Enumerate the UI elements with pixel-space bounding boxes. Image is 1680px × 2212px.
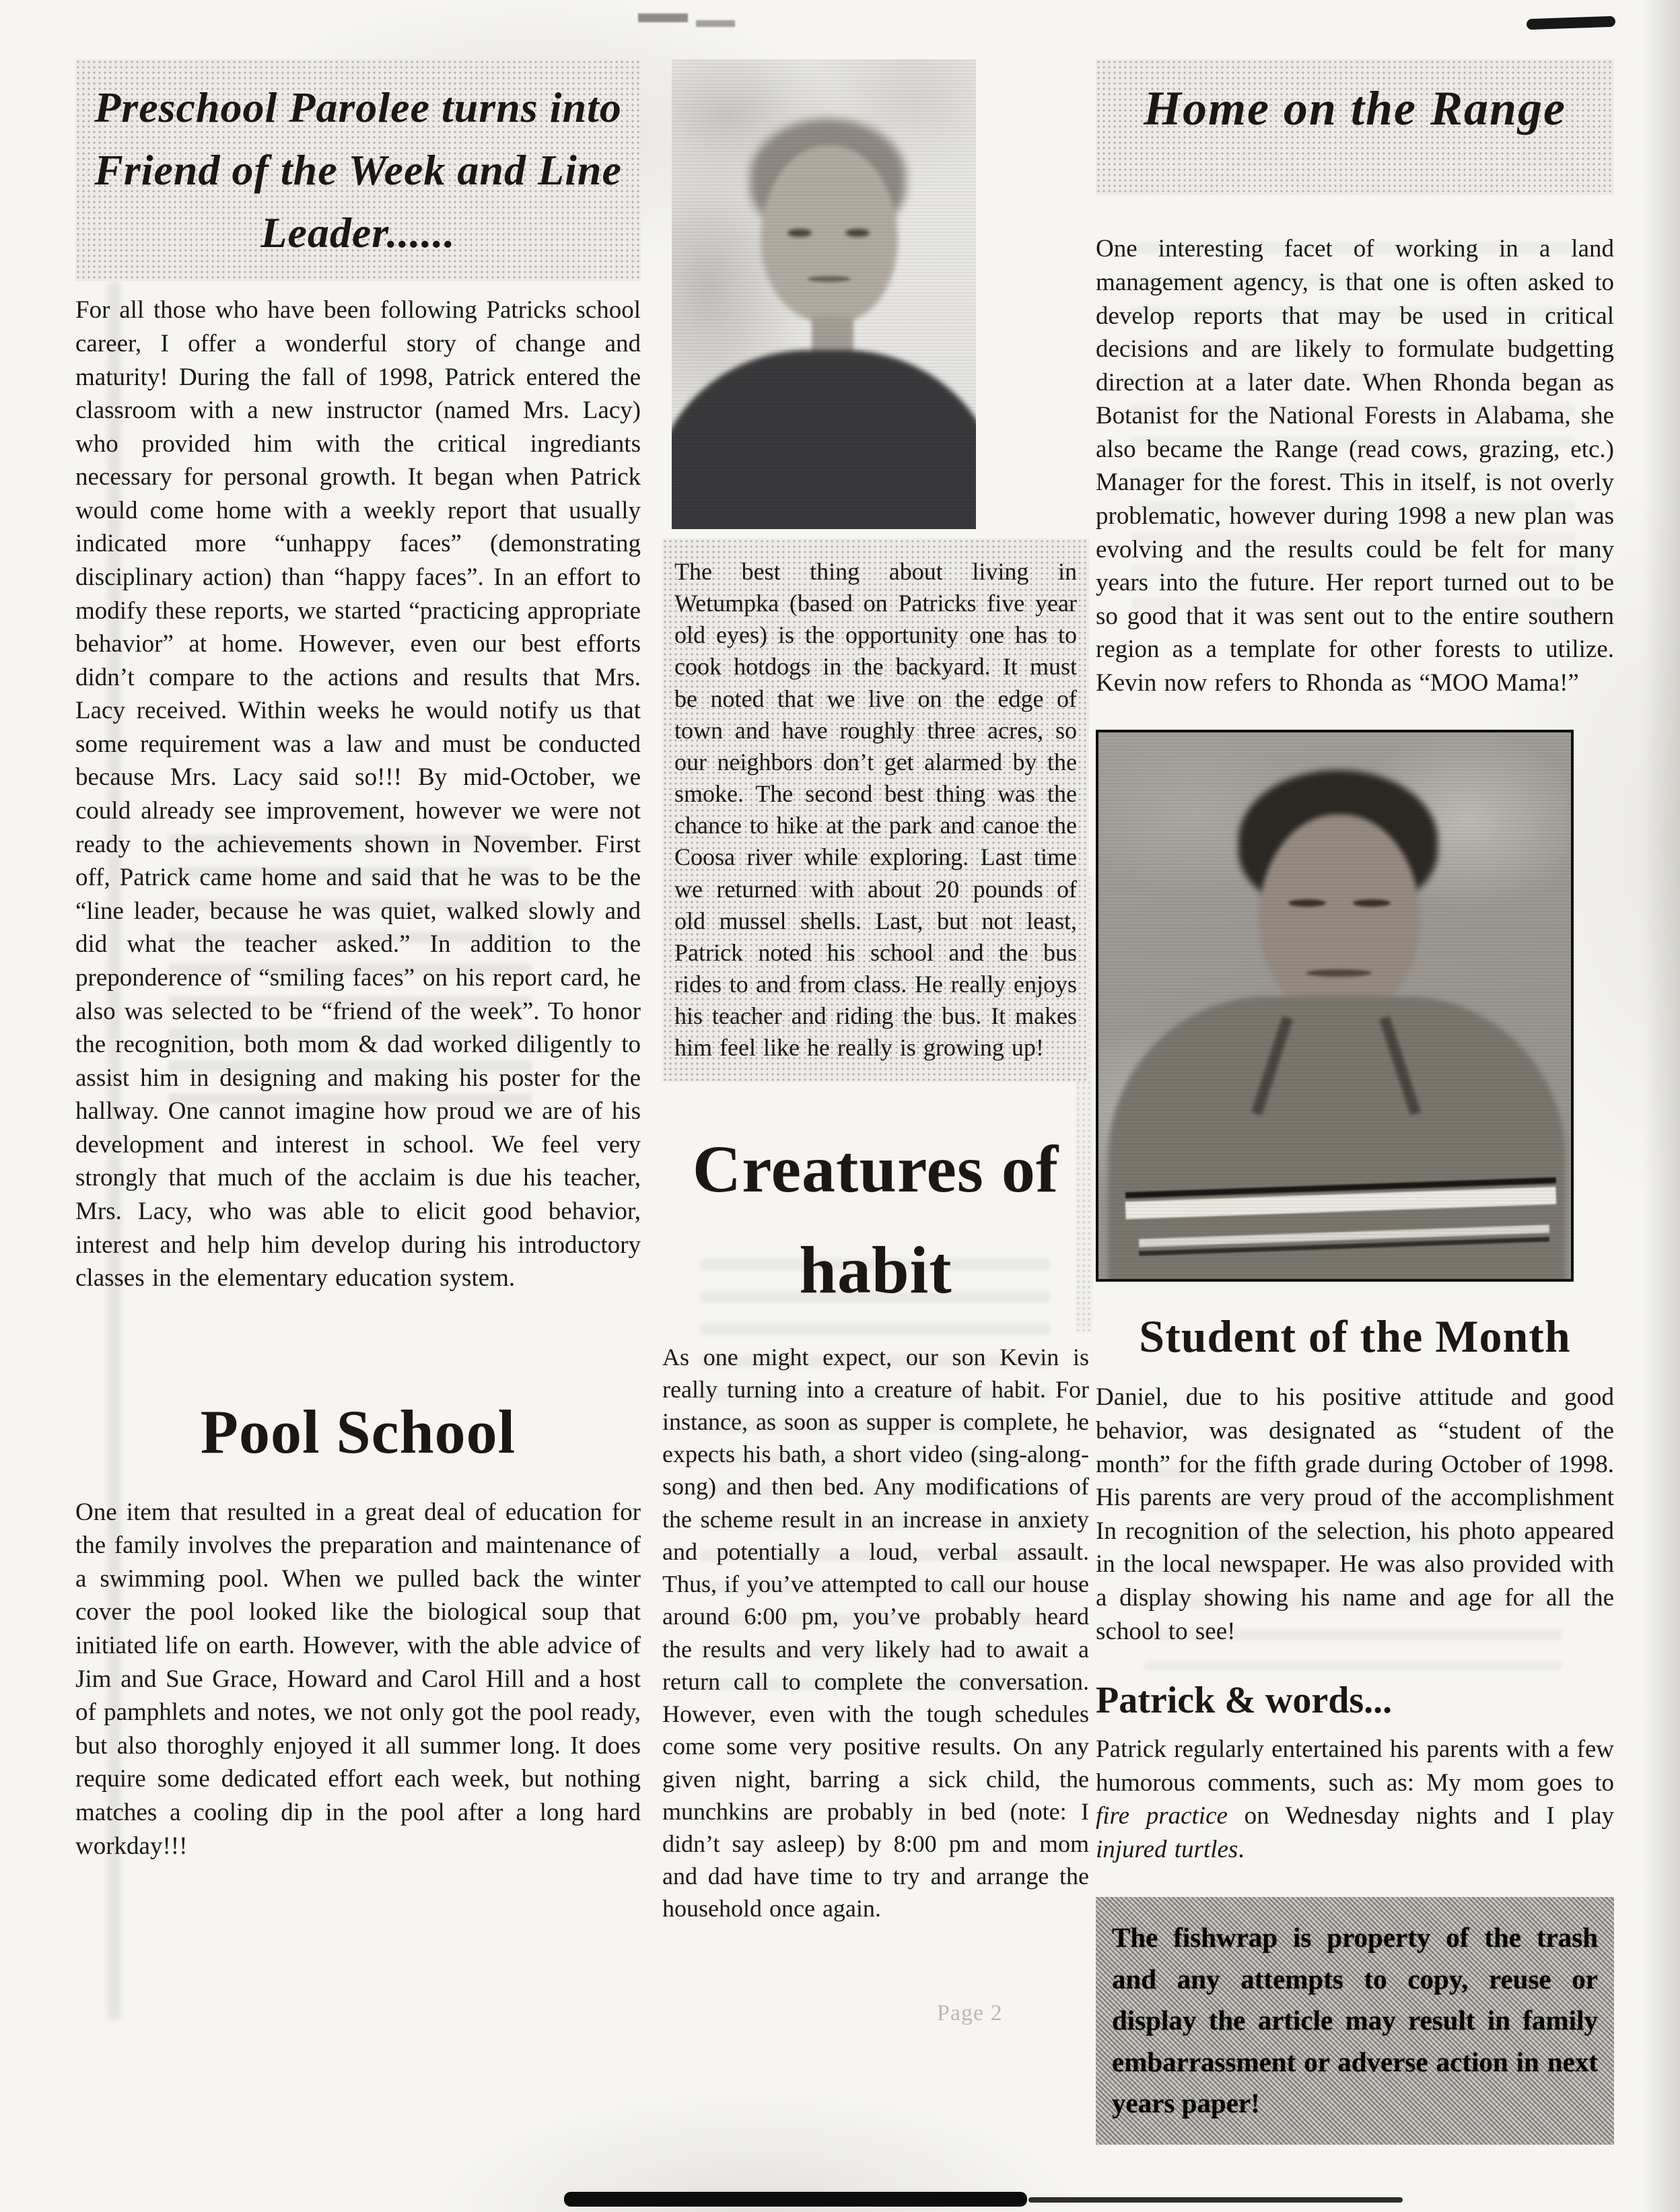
patrick-and-words-body <box>1096 1733 1614 1866</box>
patrick-words-italic: fire practice <box>1096 1802 1228 1830</box>
photo-art-layer <box>672 59 976 529</box>
scan-artifact <box>1028 2197 1403 2203</box>
scan-artifact <box>638 13 688 22</box>
creatures-of-habit-heading: Creatures of habit <box>692 1131 1059 1307</box>
pool-school-heading: Pool School <box>200 1397 516 1466</box>
fishwrap-disclaimer-box <box>1096 1897 1614 2145</box>
student-of-the-month-heading: Student of the Month <box>1139 1311 1571 1362</box>
home-on-the-range-body: One interesting facet of working in a land management agency, is that one is often asked to develop reports that may be used in critical decisions and are likely to formulate budgetting direction at a later date. When Rhonda began as Botanist for the National Forests in Alabama, she also became the Range (read cows, grazing, etc.) Manager for the forest. This in itself, is not overly problematic, however during 1998 a new plan was evolving and the results could be felt for many years into the future. Her report turned out to be so good that it was sent out to the entire southern region as a template for other forests to utilize. Kevin now refers to Rhonda as “MOO Mama!” <box>1096 235 1614 697</box>
fishwrap-disclaimer-text: The fishwrap is property of the trash and any attempts to copy, reuse or display the article may result in family embarrassment or adverse action in next years paper! <box>1112 1922 1598 2119</box>
pool-school-body: One item that resulted in a great deal of education for the family involves the preparation and maintenance of a swimming pool. When we pulled back the winter cover the pool looked like the biological soup that initiated life on earth. However, with the able advice of Jim and Sue Grace, Howard and Carol Hill and a host of pamphlets and notes, we not only got the pool ready, but also thoroghly enjoyed it all summer long. It does require some dedicated effort each week, but nothing matches a cooling dip in the pool after a long hard workday!!! <box>75 1498 641 1860</box>
patrick-and-words-heading: Patrick & words... <box>1096 1680 1393 1722</box>
wetumpka-article <box>662 539 1089 1082</box>
column-left <box>75 59 641 1863</box>
scan-artifact <box>696 20 735 27</box>
scan-artifact <box>1527 16 1615 30</box>
wetumpka-article-body: The best thing about living in Wetumpka (based on Patricks five year old eyes) is the opportunity one has to cook hotdogs in the backyard. It must be noted that we live on the edge of town and have roughly three acres, so our neighbors don’t get alarmed by the smoke. The second best thing was the chance to hike at the park and canoe the Coosa river while exploring. Last time we returned with about 20 pounds of old mussel shells. Last, but not least, Patrick noted his school and the bus rides to and from class. He really enjoys his teacher and riding the bus. It makes him feel like he really is growing up! <box>674 558 1077 1062</box>
student-of-the-month-body: Daniel, due to his positive attitude and good behavior, was designated as “student of the month” for the fifth grade during October of 1998. His parents are very proud of the accomplishment In recognition of the selection, his photo appeared in the local newspaper. He was also provided with a display showing his name and age for all the school to see! <box>1096 1383 1614 1645</box>
column-right <box>1096 59 1614 2145</box>
patrick-portrait-photo <box>672 59 976 529</box>
patrick-words-italic: injured turtles <box>1096 1835 1238 1863</box>
patrick-words-text: . <box>1238 1835 1245 1863</box>
patrick-words-text: on Wednesday nights and I play <box>1227 1802 1614 1830</box>
column-middle <box>662 59 1089 1925</box>
home-on-the-range-headline: Home on the Range <box>1096 59 1614 195</box>
creatures-of-habit-body: As one might expect, our son Kevin is really turning into a creature of habit. For instance, as soon as supper is complete, he expects his bath, a short video (sing-along-song) and then bed. Any modifications of the scheme result in an increase in anxiety and potentially a loud, verbal assault. Thus, if you’ve attempted to call our house around 6:00 pm, you’ve probably heard the results and very likely had to await a return call to complete the conversation. However, even with the tough schedules come some very positive results. On any given night, barring a sick child, the munchkins are probably in bed (note: I didn’t say asleep) by 8:00 pm and mom and dad have time to try and arrange the household once again. <box>662 1343 1089 1923</box>
page-number-label: Page 2 <box>937 2001 1003 2026</box>
preschool-article-body: For all those who have been following Patricks school career, I offer a wonderful story of change and maturity! During the fall of 1998, Patrick entered the classroom with a new instructor (named Mrs. Lacy) who provided him with the critical ingrediants necessary for personal growth. It began when Patrick would come home with a weekly report that usually indicated more “unhappy faces” (demonstrating disciplinary action) than “happy faces”. In an effort to modify these reports, we started “practicing appropriate behavior” at home. However, even our best efforts didn’t compare to the actions and results that Mrs. Lacy received. Within weeks he would notify us that some requirement was a law and must be conducted because Mrs. Lacy said so!!! By mid-October, we could already see improvement, however we were not ready to the achievements shown in November. First off, Patrick came home and said that he was to be the “line leader, because he was quiet, walked slowly and did what the teacher asked.” In addition to the preponderence of “smiling faces” on his report card, he also was selected to be “friend of the week”. To honor the recognition, both mom & dad worked diligently to assist him in designing and making his poster for the hallway. One cannot imagine how proud we are of his development and interest in school. We feel very strongly that much of the acclaim is due his teacher, Mrs. Lacy, who was able to elicit good behavior, interest and help him develop during his introductory classes in the elementary education system. <box>75 296 641 1292</box>
daniel-portrait-photo <box>1096 730 1574 1282</box>
photo-art-layer <box>1098 732 1571 1279</box>
patrick-words-text: Patrick regularly entertained his parents with a few humorous comments, such as: My mom goes to <box>1096 1735 1614 1797</box>
preschool-article-headline: Preschool Parolee turns into Friend of the Week and Line Leader...... <box>75 59 641 281</box>
scan-artifact <box>564 2192 1027 2207</box>
